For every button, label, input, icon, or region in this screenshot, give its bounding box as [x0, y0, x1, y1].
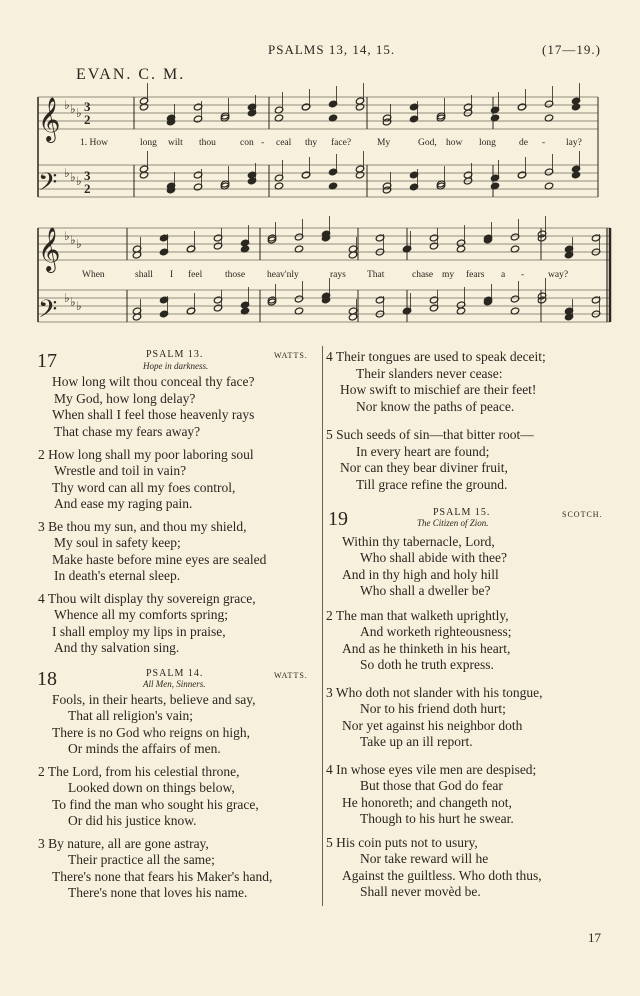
lyric-word: thou [199, 138, 216, 148]
lyric-word: con [240, 138, 254, 148]
time-sig-bottom-1: 2 [84, 112, 91, 127]
svg-text:♭: ♭ [64, 229, 70, 243]
svg-text:♭: ♭ [64, 166, 70, 180]
note-head [355, 171, 364, 179]
verse-line: 5 Such seeds of sin—that bitter root— [326, 427, 534, 442]
svg-text:𝄢: 𝄢 [38, 295, 58, 330]
verse-line: Though to his hurt he swear. [360, 811, 514, 826]
svg-text:♭: ♭ [64, 291, 70, 305]
verse-line: Against the guiltless. Who doth thus, [342, 868, 542, 883]
hymn-number-19: 19 [328, 508, 348, 530]
svg-text:♭: ♭ [76, 106, 82, 120]
verse-line: Till grace refine the ground. [356, 477, 508, 492]
verse-line: In death's eternal sleep. [54, 568, 181, 583]
lyric-word: God, [418, 138, 437, 148]
verse-line: Or did his justice know. [68, 813, 197, 828]
svg-text:𝄞: 𝄞 [38, 227, 61, 271]
verse-line: In every heart are found; [356, 444, 490, 459]
verse-line: There is no God who reigns on high, [52, 725, 250, 740]
verse-line: Nor yet against his neighbor doth [342, 718, 523, 733]
verse-line: Who shall abide with thee? [360, 550, 507, 565]
author-19: SCOTCH. [562, 510, 603, 519]
lyric-word: When [82, 270, 105, 280]
verse-line: 3 Be thou my sun, and thou my shield, [38, 519, 247, 534]
verse-line: So doth he truth express. [360, 657, 494, 672]
time-sig-top-2: 3 [84, 168, 91, 183]
verse-line: Thy word can all my foes control, [52, 480, 236, 495]
verse-line: There's none that fears his Maker's hand, [52, 869, 273, 884]
lyric-word: my [442, 270, 455, 280]
verse-line: I shall employ my lips in praise, [52, 624, 226, 639]
psalm-title-13: PSALM 13. [146, 349, 204, 360]
verse-line: 4 Their tongues are used to speak deceit; [326, 349, 546, 364]
svg-text:♭: ♭ [70, 233, 76, 247]
subtitle-17: Hope in darkness. [143, 361, 209, 371]
lyric-word: heav'nly [267, 270, 299, 280]
lyric-word: shall [135, 270, 153, 280]
verse-line: And ease my raging pain. [54, 496, 193, 511]
lyric-word: thy [305, 138, 318, 148]
treble-clef-icon-1 [38, 97, 60, 143]
verse-line: How long wilt thou conceal thy face? [52, 374, 255, 389]
verse-line: When shall I feel those heavenly rays [52, 407, 255, 422]
verse-line: Nor to his friend doth hurt; [360, 701, 506, 716]
subtitle-19: The Citizen of Zion. [417, 518, 489, 528]
verse-line: Fools, in their hearts, believe and say, [52, 692, 256, 707]
lyric-word: My [377, 138, 391, 148]
lyric-word: I [170, 270, 174, 280]
svg-text:𝄞: 𝄞 [38, 97, 61, 141]
lyric-word: ceal [276, 138, 292, 148]
author-18: WATTS. [274, 671, 308, 680]
lyric-word: de [519, 138, 528, 148]
lyric-word: wilt [168, 138, 183, 148]
lyric-word: lay? [566, 138, 582, 148]
verse-line: 2 The Lord, from his celestial throne, [38, 764, 240, 779]
verse-line: Nor take reward will he [360, 851, 489, 866]
verse-line: Their practice all the same; [68, 852, 215, 867]
svg-text:♭: ♭ [70, 170, 76, 184]
bass-clef-icon-1 [38, 168, 57, 203]
verse-line: He honoreth; and changeth not, [342, 795, 512, 810]
verse-line: And in thy high and holy hill [342, 567, 499, 582]
verse-line: 3 By nature, all are gone astray, [38, 836, 209, 851]
verse-line: But those that God do fear [360, 778, 503, 793]
svg-text:♭: ♭ [64, 98, 70, 112]
time-sig-top-1: 3 [84, 99, 91, 114]
verse-line: And thy salvation sing. [54, 640, 180, 655]
lyric-word: fears [466, 270, 485, 280]
lyric-word: - [261, 138, 265, 148]
verse-line: There's none that loves his name. [68, 885, 248, 900]
svg-text:♭: ♭ [76, 299, 82, 313]
running-head: PSALMS 13, 14, 15. [268, 42, 396, 57]
lyric-word: those [225, 270, 246, 280]
verse-line: To find the man who sought his grace, [52, 797, 259, 812]
svg-text:♭: ♭ [76, 174, 82, 188]
verse-line: 2 The man that walketh uprightly, [326, 608, 509, 623]
treble-clef-icon-2 [38, 227, 60, 273]
verse-line: Nor know the paths of peace. [356, 399, 515, 414]
time-sig-bottom-2: 2 [84, 181, 91, 196]
hymn-range: (17—19.) [542, 42, 601, 57]
verse-line: Their slanders never cease: [356, 366, 503, 381]
verse-line: That chase my fears away? [54, 424, 201, 439]
verse-line: 2 How long shall my poor laboring soul [38, 447, 254, 462]
psalm-title-14: PSALM 14. [146, 668, 204, 679]
verse-line: How swift to mischief are their feet! [340, 382, 537, 397]
lyric-word: 1. How [80, 138, 108, 148]
lyric-word: long [140, 138, 157, 148]
page-number: 17 [588, 930, 601, 945]
author-17: WATTS. [274, 351, 308, 360]
verse-line: Make haste before mine eyes are sealed [52, 552, 267, 567]
verse-line: Wrestle and toil in vain? [54, 463, 187, 478]
lyric-word: long [479, 138, 496, 148]
verse-line: That all religion's vain; [68, 708, 194, 723]
verse-line: And as he thinketh in his heart, [342, 641, 511, 656]
verse-line: Whence all my comforts spring; [54, 607, 228, 622]
music-score [0, 0, 640, 340]
column-divider [322, 346, 323, 906]
tune-name: EVAN. C. M. [76, 66, 186, 83]
verse-line: Shall never movèd be. [360, 884, 481, 899]
bass-clef-icon-2 [38, 295, 57, 330]
verse-line: 4 Thou wilt display thy sovereign grace, [38, 591, 256, 606]
verse-line: My soul in safety keep; [54, 535, 181, 550]
lyric-word: - [521, 270, 525, 280]
verse-line: Who shall a dweller be? [360, 583, 491, 598]
lyric-word: way? [548, 270, 569, 280]
svg-text:𝄢: 𝄢 [38, 168, 58, 203]
lyric-word: chase [412, 270, 434, 280]
lyric-word: That [367, 270, 385, 280]
lyric-word: rays [330, 270, 346, 280]
note-head [355, 103, 364, 111]
note-head [571, 171, 580, 179]
lyric-word: a [501, 270, 506, 280]
hymn-number-18: 18 [37, 668, 57, 690]
verse-line: My God, how long delay? [54, 391, 196, 406]
note-head [139, 103, 148, 111]
verse-line: Looked down on things below, [68, 780, 235, 795]
svg-text:♭: ♭ [70, 295, 76, 309]
lyric-word: feel [188, 270, 203, 280]
verse-line: Or minds the affairs of men. [68, 741, 221, 756]
verse-line: And worketh righteousness; [360, 624, 512, 639]
lyric-word: - [542, 138, 546, 148]
verse-line: Nor can they bear diviner fruit, [340, 460, 508, 475]
verse-line: 3 Who doth not slander with his tongue, [326, 685, 543, 700]
verse-line: 5 His coin puts not to usury, [326, 835, 478, 850]
hymn-number-17: 17 [37, 350, 57, 372]
lyric-word: how [446, 138, 463, 148]
note-head [139, 171, 148, 179]
verse-line: Take up an ill report. [360, 734, 473, 749]
subtitle-18: All Men, Sinners. [143, 679, 206, 689]
note-head [571, 103, 580, 111]
psalm-title-15: PSALM 15. [433, 507, 491, 518]
verse-line: Within thy tabernacle, Lord, [342, 534, 495, 549]
lyric-word: face? [331, 138, 352, 148]
verse-line: 4 In whose eyes vile men are despised; [326, 762, 537, 777]
svg-text:♭: ♭ [70, 102, 76, 116]
svg-text:♭: ♭ [76, 237, 82, 251]
